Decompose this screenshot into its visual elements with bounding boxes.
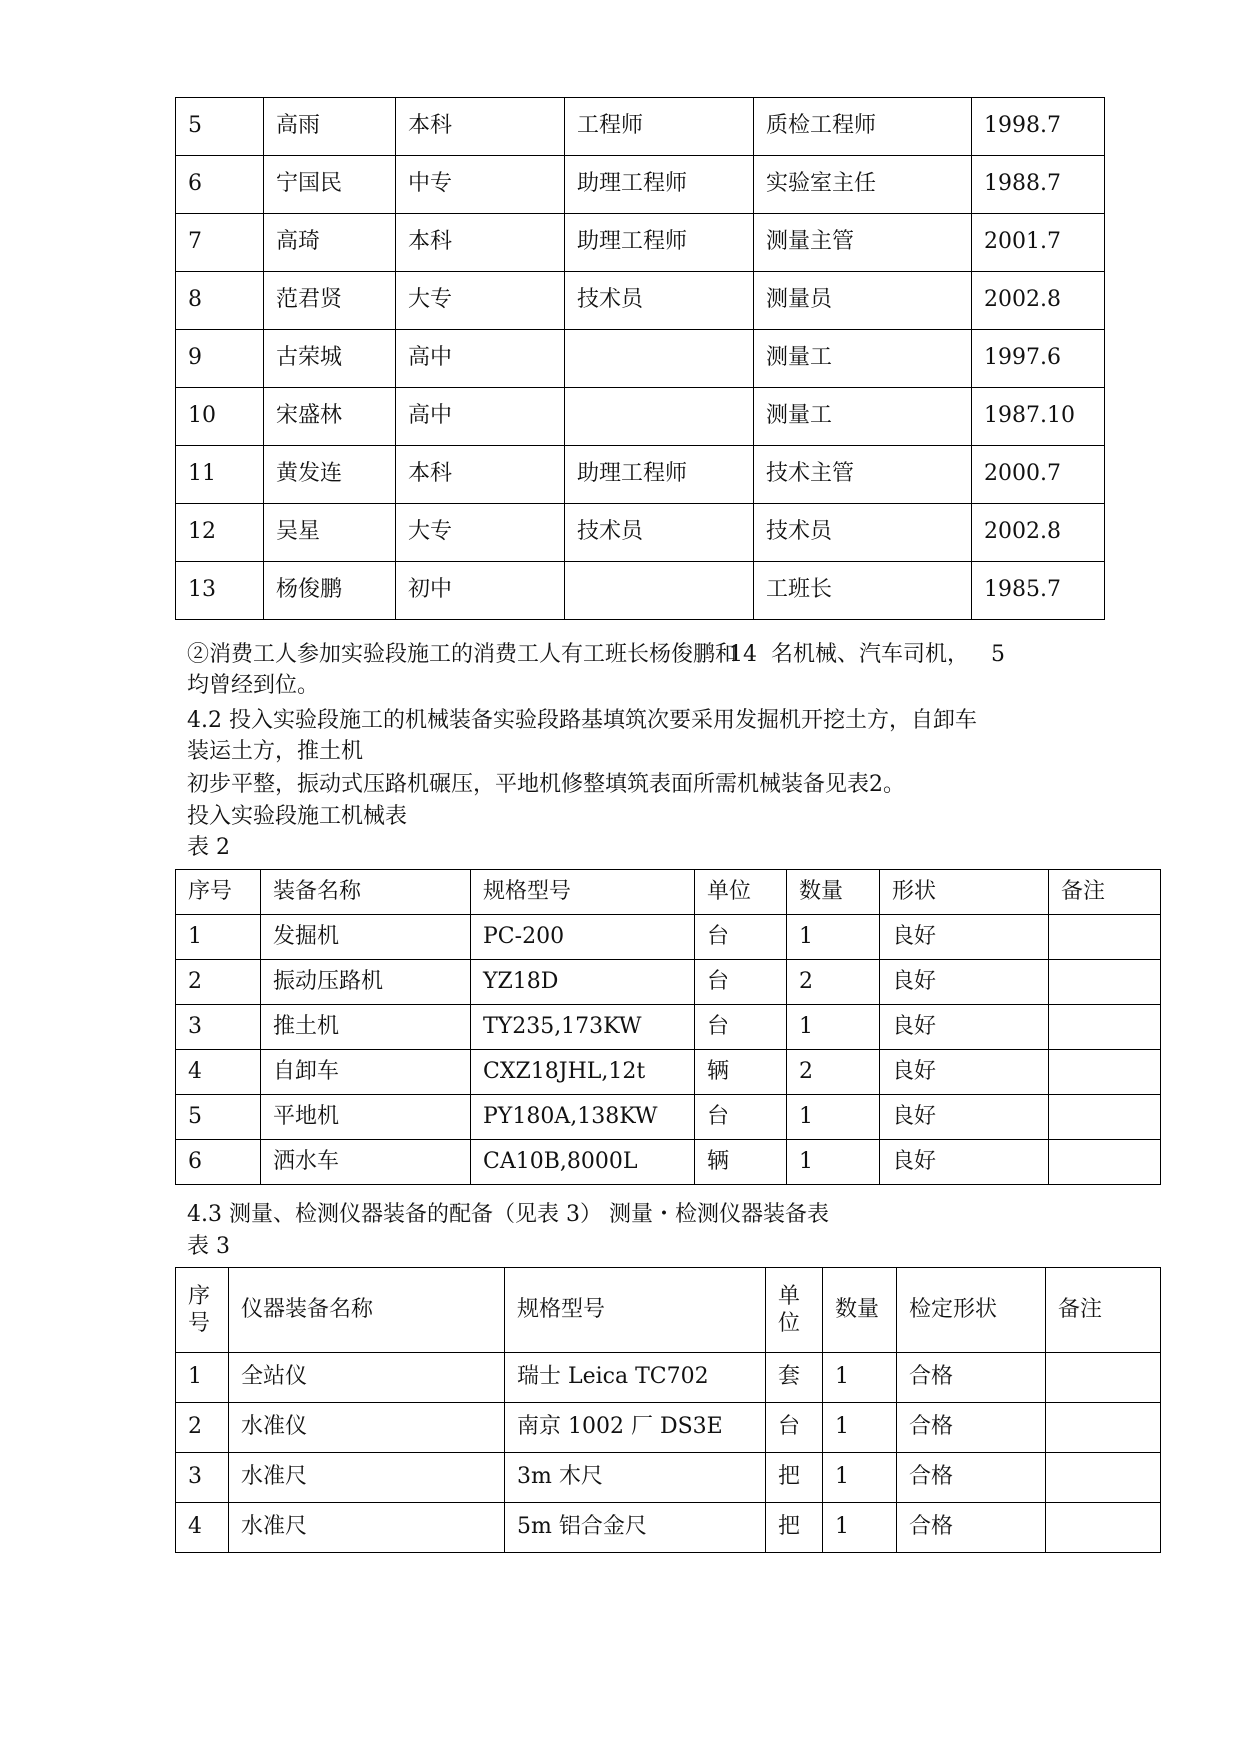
cell-no: 9 (176, 330, 264, 388)
header-no-line2: 号 (188, 1311, 211, 1336)
cell-no: 12 (176, 504, 264, 562)
cell-title (565, 562, 754, 620)
cell-no: 11 (176, 446, 264, 504)
cell-no: 4 (176, 1050, 261, 1095)
cell-education: 中专 (396, 156, 565, 214)
cell-position: 质检工程师 (754, 98, 972, 156)
cell-education: 大专 (396, 504, 565, 562)
table-row (176, 388, 1105, 446)
table-row (176, 1503, 1161, 1553)
section-heading-4-3: 4.3 测量、检测仪器装备的配备（见表 3） 测量・检测仪器装备表 (187, 1202, 829, 1227)
cell-qty: 1 (823, 1453, 897, 1503)
table-header-row (176, 870, 1161, 915)
header-qty: 数量 (823, 1268, 897, 1353)
cell-position: 测量工 (754, 388, 972, 446)
cell-name: 平地机 (261, 1095, 471, 1140)
table-row (176, 562, 1105, 620)
cell-name: 水准尺 (229, 1453, 505, 1503)
cell-status: 合格 (897, 1503, 1046, 1553)
text-workers-c: 5 (991, 642, 1006, 667)
table-row (176, 915, 1161, 960)
text-workers-a: ②消费工人参加实验段施工的消费工人有工班长杨俊鹏和 (187, 642, 738, 667)
cell-title: 工程师 (565, 98, 754, 156)
cell-qty: 1 (787, 1095, 880, 1140)
table-row (176, 1140, 1161, 1185)
cell-position: 测量工 (754, 330, 972, 388)
cell-no: 6 (176, 156, 264, 214)
cell-no: 7 (176, 214, 264, 272)
table-row (176, 1403, 1161, 1453)
instrument-table (175, 1267, 1161, 1553)
table-row (176, 330, 1105, 388)
cell-status: 良好 (880, 915, 1049, 960)
table-label: 表 2 (187, 835, 230, 860)
table-row (176, 446, 1105, 504)
table-header-row (176, 1268, 1161, 1353)
header-no: 序号 (176, 870, 261, 915)
cell-unit: 台 (695, 915, 787, 960)
cell-model: TY235,173KW (471, 1005, 695, 1050)
cell-remark (1046, 1503, 1161, 1553)
header-model: 规格型号 (471, 870, 695, 915)
cell-status: 合格 (897, 1453, 1046, 1503)
cell-name: 振动压路机 (261, 960, 471, 1005)
cell-unit: 把 (766, 1453, 823, 1503)
cell-model: 瑞士 Leica TC702 (505, 1353, 766, 1403)
cell-model: YZ18D (471, 960, 695, 1005)
header-remark: 备注 (1046, 1268, 1161, 1353)
cell-no: 4 (176, 1503, 229, 1553)
cell-no: 10 (176, 388, 264, 446)
table-row (176, 272, 1105, 330)
cell-date: 1997.6 (972, 330, 1105, 388)
cell-title: 助理工程师 (565, 214, 754, 272)
cell-name: 洒水车 (261, 1140, 471, 1185)
table-row (176, 960, 1161, 1005)
cell-title (565, 330, 754, 388)
cell-name: 古荣城 (264, 330, 396, 388)
cell-title: 技术员 (565, 272, 754, 330)
cell-date: 2002.8 (972, 504, 1105, 562)
header-name: 装备名称 (261, 870, 471, 915)
cell-date: 1987.10 (972, 388, 1105, 446)
personnel-table (175, 97, 1105, 620)
cell-remark (1049, 915, 1161, 960)
table-row (176, 1453, 1161, 1503)
table-row (176, 1353, 1161, 1403)
cell-no: 3 (176, 1453, 229, 1503)
cell-model: PY180A,138KW (471, 1095, 695, 1140)
cell-name: 杨俊鹏 (264, 562, 396, 620)
header-no-line1: 序 (188, 1283, 211, 1309)
cell-model: CA10B,8000L (471, 1140, 695, 1185)
cell-name: 水准尺 (229, 1503, 505, 1553)
cell-remark (1046, 1453, 1161, 1503)
cell-status: 良好 (880, 1050, 1049, 1095)
cell-date: 1985.7 (972, 562, 1105, 620)
cell-status: 良好 (880, 1005, 1049, 1050)
cell-no: 1 (176, 1353, 229, 1403)
cell-position: 技术员 (754, 504, 972, 562)
cell-remark (1046, 1403, 1161, 1453)
text-workers-count: 14 (729, 642, 758, 667)
cell-remark (1049, 1005, 1161, 1050)
cell-title (565, 388, 754, 446)
cell-no: 1 (176, 915, 261, 960)
cell-position: 技术主管 (754, 446, 972, 504)
cell-remark (1049, 1050, 1161, 1095)
header-remark: 备注 (1049, 870, 1161, 915)
cell-qty: 1 (823, 1503, 897, 1553)
section-heading-4-2: 4.2 投入实验段施工的机械装备实验段路基填筑次要采用发掘机开挖土方，自卸车 (187, 708, 977, 733)
cell-date: 2001.7 (972, 214, 1105, 272)
cell-name: 推土机 (261, 1005, 471, 1050)
cell-qty: 1 (787, 1005, 880, 1050)
paragraph-workers (187, 640, 1005, 670)
cell-unit: 把 (766, 1503, 823, 1553)
cell-education: 高中 (396, 388, 565, 446)
cell-no: 2 (176, 960, 261, 1005)
cell-title: 助理工程师 (565, 446, 754, 504)
cell-name: 高雨 (264, 98, 396, 156)
cell-model: 3m 木尺 (505, 1453, 766, 1503)
cell-unit: 台 (695, 960, 787, 1005)
cell-remark (1046, 1353, 1161, 1403)
cell-qty: 2 (787, 960, 880, 1005)
header-unit-line1: 单 (778, 1283, 801, 1309)
header-status: 检定形状 (897, 1268, 1046, 1353)
cell-status: 良好 (880, 1095, 1049, 1140)
cell-status: 良好 (880, 1140, 1049, 1185)
cell-status: 良好 (880, 960, 1049, 1005)
cell-no: 3 (176, 1005, 261, 1050)
cell-unit: 台 (766, 1403, 823, 1453)
cell-unit: 辆 (695, 1140, 787, 1185)
cell-name: 范君贤 (264, 272, 396, 330)
cell-unit: 辆 (695, 1050, 787, 1095)
cell-no: 5 (176, 98, 264, 156)
header-unit (766, 1268, 823, 1353)
cell-date: 1988.7 (972, 156, 1105, 214)
cell-education: 本科 (396, 214, 565, 272)
cell-education: 初中 (396, 562, 565, 620)
cell-remark (1049, 1095, 1161, 1140)
cell-qty: 1 (823, 1353, 897, 1403)
cell-model: 5m 铝合金尺 (505, 1503, 766, 1553)
cell-name: 宋盛林 (264, 388, 396, 446)
table-row (176, 214, 1105, 272)
header-model: 规格型号 (505, 1268, 766, 1353)
table-row (176, 1095, 1161, 1140)
cell-unit: 套 (766, 1353, 823, 1403)
cell-name: 高琦 (264, 214, 396, 272)
cell-education: 高中 (396, 330, 565, 388)
cell-qty: 1 (787, 1140, 880, 1185)
cell-status: 合格 (897, 1353, 1046, 1403)
cell-status: 合格 (897, 1403, 1046, 1453)
paragraph-line: 装运土方，推土机 (187, 739, 364, 764)
cell-title: 助理工程师 (565, 156, 754, 214)
cell-title: 技术员 (565, 504, 754, 562)
header-unit: 单位 (695, 870, 787, 915)
header-status: 形状 (880, 870, 1049, 915)
cell-unit: 台 (695, 1005, 787, 1050)
cell-remark (1049, 1140, 1161, 1185)
cell-qty: 1 (787, 915, 880, 960)
table-row (176, 156, 1105, 214)
header-qty: 数量 (787, 870, 880, 915)
cell-no: 2 (176, 1403, 229, 1453)
table-caption: 投入实验段施工机械表 (187, 804, 408, 829)
cell-name: 吴星 (264, 504, 396, 562)
cell-qty: 2 (787, 1050, 880, 1095)
cell-date: 1998.7 (972, 98, 1105, 156)
table-row (176, 98, 1105, 156)
cell-date: 2000.7 (972, 446, 1105, 504)
cell-position: 测量主管 (754, 214, 972, 272)
header-unit-line2: 位 (778, 1311, 801, 1336)
cell-position: 实验室主任 (754, 156, 972, 214)
cell-name: 宁国民 (264, 156, 396, 214)
cell-model: CXZ18JHL,12t (471, 1050, 695, 1095)
table-label: 表 3 (187, 1234, 230, 1259)
cell-no: 5 (176, 1095, 261, 1140)
cell-model: PC-200 (471, 915, 695, 960)
cell-no: 6 (176, 1140, 261, 1185)
header-name: 仪器装备名称 (229, 1268, 505, 1353)
cell-unit: 台 (695, 1095, 787, 1140)
cell-education: 本科 (396, 98, 565, 156)
cell-name: 自卸车 (261, 1050, 471, 1095)
machinery-table (175, 869, 1161, 1185)
cell-position: 工班长 (754, 562, 972, 620)
cell-name: 黄发连 (264, 446, 396, 504)
cell-position: 测量员 (754, 272, 972, 330)
cell-model: 南京 1002 厂 DS3E (505, 1403, 766, 1453)
table-row (176, 1005, 1161, 1050)
cell-education: 本科 (396, 446, 565, 504)
cell-remark (1049, 960, 1161, 1005)
cell-name: 全站仪 (229, 1353, 505, 1403)
paragraph-line: 均曾经到位。 (187, 673, 320, 698)
cell-no: 8 (176, 272, 264, 330)
cell-no: 13 (176, 562, 264, 620)
cell-education: 大专 (396, 272, 565, 330)
paragraph-line: 初步平整，振动式压路机碾压，平地机修整填筑表面所需机械装备见表2。 (187, 772, 905, 797)
cell-date: 2002.8 (972, 272, 1105, 330)
cell-qty: 1 (823, 1403, 897, 1453)
table-row (176, 504, 1105, 562)
text-workers-b: 名机械、汽车司机， (771, 642, 970, 667)
header-no (176, 1268, 229, 1353)
table-row (176, 1050, 1161, 1095)
cell-name: 发掘机 (261, 915, 471, 960)
cell-name: 水准仪 (229, 1403, 505, 1453)
